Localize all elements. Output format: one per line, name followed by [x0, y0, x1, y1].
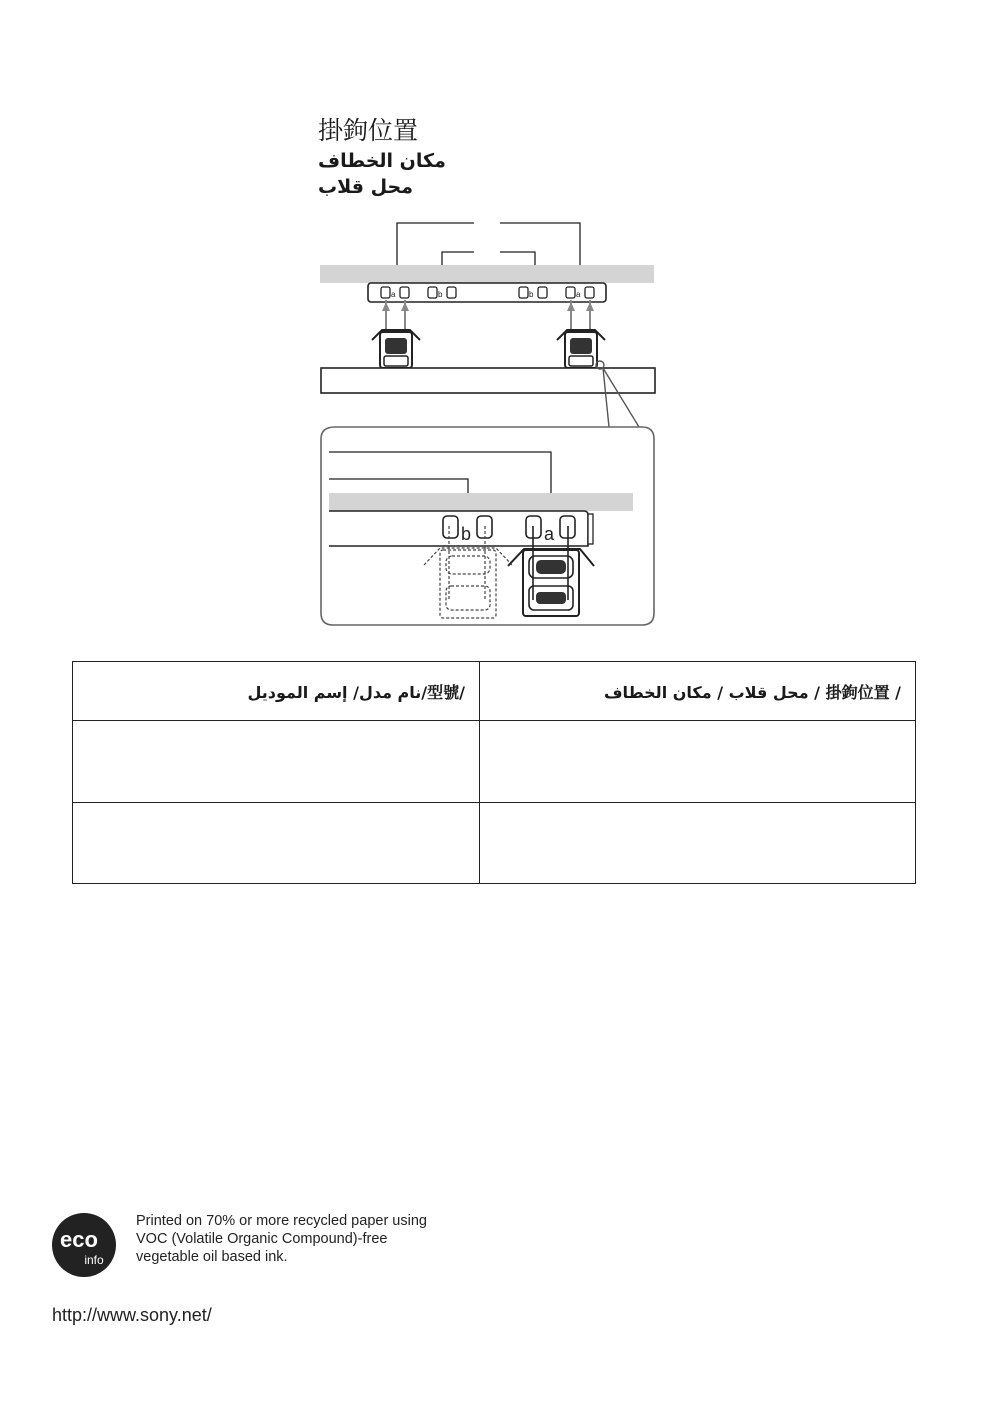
bracket-diagram — [0, 0, 992, 660]
eco-badge-main: eco — [60, 1227, 98, 1252]
table-cell-model — [73, 721, 480, 802]
table-cell-location — [480, 802, 916, 883]
header-hook-location: محل قلاب / مكان الخطاف / 掛鉤位置 / — [480, 662, 916, 721]
slot-label-b-left: b — [438, 290, 443, 299]
eco-statement — [136, 1212, 466, 1266]
eco-info-logo — [51, 1212, 117, 1278]
slot-label-a-right: a — [576, 290, 581, 299]
eco-text-line: Printed on 70% or more recycled paper using — [136, 1213, 427, 1229]
hook-location-table — [72, 661, 916, 884]
heading-chinese: 掛鉤位置 — [318, 116, 419, 145]
slot-label-b-right: b — [529, 290, 534, 299]
eco-text-line: vegetable oil based ink. — [136, 1249, 288, 1265]
hook-left — [372, 330, 420, 368]
detail-label-b: b — [461, 524, 472, 544]
eco-badge-sub: info — [84, 1253, 104, 1267]
table-cell-location — [480, 721, 916, 802]
detail-callout — [321, 427, 654, 625]
header-model-name: نام مدل/ إسم الموديل/型號/ — [73, 662, 480, 721]
heading-arabic: مكان الخطاف — [318, 150, 446, 172]
wall-band — [320, 265, 654, 283]
detail-label-a: a — [544, 524, 555, 544]
eco-text-line: VOC (Volatile Organic Compound)-free — [136, 1231, 388, 1247]
heading-persian: محل قلاب — [318, 176, 413, 198]
sony-url: http://www.sony.net/ — [52, 1305, 212, 1325]
table-cell-model — [73, 802, 480, 883]
arrow-heads — [382, 302, 594, 311]
table-header-row — [73, 662, 916, 721]
slot-label-a-left: a — [391, 290, 396, 299]
table-row — [73, 802, 916, 883]
table-row — [73, 721, 916, 802]
